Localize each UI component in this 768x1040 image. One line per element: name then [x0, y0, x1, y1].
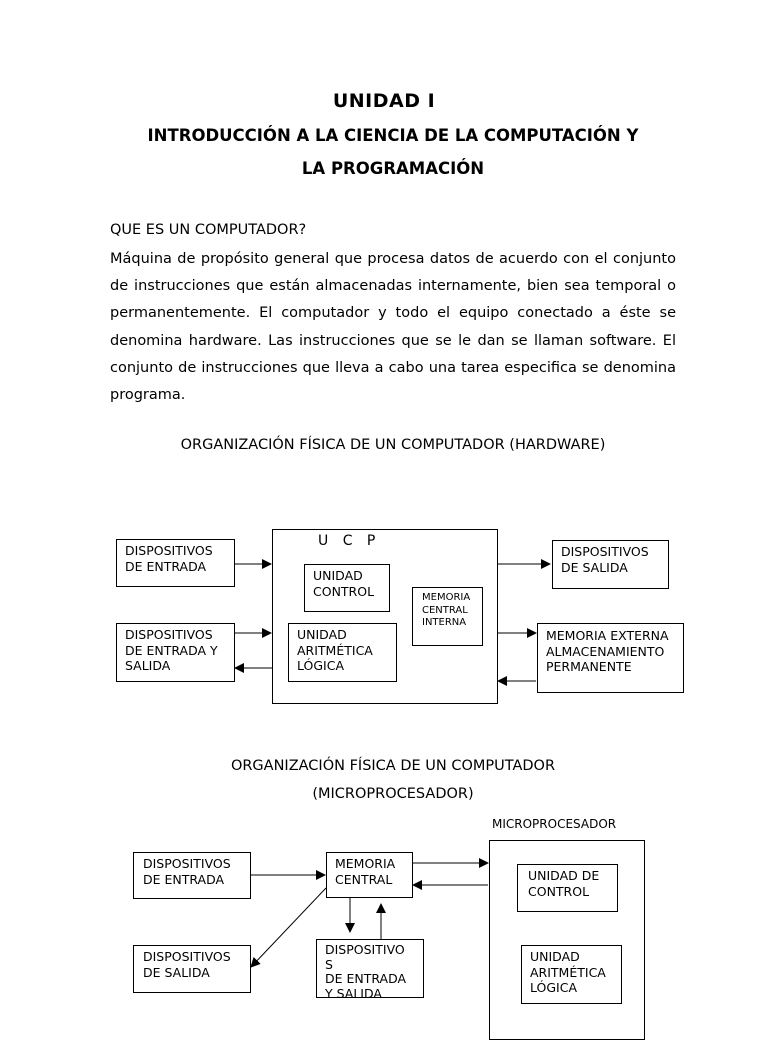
internal-memory-box [412, 587, 483, 646]
external-memory-line-3: PERMANENTE [546, 659, 632, 674]
alu-line-2: ARITMÉTICA [297, 642, 373, 658]
d2-control-unit-box [517, 864, 618, 912]
internal-memory-line-2: CENTRAL [422, 604, 468, 616]
diagram1-title: ORGANIZACIÓN FÍSICA DE UN COMPUTADOR (HARDWARE) [180, 437, 606, 453]
unit-title: UNIDAD I [332, 90, 436, 112]
internal-memory-line-1: MEMORIA [422, 592, 471, 603]
d2-input-devices-line-2: DE ENTRADA [143, 871, 225, 887]
d2-io-devices-line-2: S [325, 956, 333, 972]
io-devices-box [116, 623, 235, 682]
internal-memory-line-3: INTERNA [422, 617, 467, 628]
alu-box [288, 623, 397, 682]
control-unit-line-1: UNIDAD [313, 568, 363, 583]
microprocessor-label: MICROPROCESADOR [492, 817, 617, 831]
arrow-memory-to-output [251, 888, 326, 967]
d2-output-devices-line-1: DISPOSITIVOS [143, 949, 231, 964]
d2-input-devices-line-1: DISPOSITIVOS [143, 856, 231, 871]
external-memory-line-1: MEMORIA EXTERNA [546, 628, 669, 643]
io-devices-line-1: DISPOSITIVOS [125, 627, 213, 642]
d2-control-unit-line-2: CONTROL [528, 883, 590, 899]
input-devices-box [116, 539, 235, 587]
output-devices-line-2: DE SALIDA [561, 559, 628, 575]
subtitle-line-1: INTRODUCCIÓN A LA CIENCIA DE LA COMPUTACIÓN Y [147, 126, 639, 145]
central-memory-line-1: MEMORIA [335, 856, 396, 871]
d2-io-devices-line-3: DE ENTRADA [325, 971, 407, 986]
output-devices-line-1: DISPOSITIVOS [561, 544, 649, 559]
alu-line-3: LÓGICA [297, 658, 345, 673]
input-devices-line-2: DE ENTRADA [125, 558, 207, 574]
d2-control-unit-line-1: UNIDAD DE [528, 868, 600, 883]
d2-output-devices-box [133, 945, 251, 993]
input-devices-line-1: DISPOSITIVOS [125, 543, 213, 558]
d2-alu-line-1: UNIDAD [530, 949, 580, 964]
subtitle-line-2: LA PROGRAMACIÓN [301, 159, 485, 178]
output-devices-box [552, 540, 669, 589]
d2-io-devices-box [316, 939, 424, 998]
diagram2-title-line-1: ORGANIZACIÓN FÍSICA DE UN COMPUTADOR [230, 758, 556, 774]
d2-input-devices-box [133, 852, 251, 899]
d2-alu-line-3: LÓGICA [530, 980, 578, 995]
d2-io-devices-line-4: Y SALIDA [325, 985, 382, 998]
diagram2-title-line-2: (MICROPROCESADOR) [312, 786, 474, 802]
d2-alu-line-2: ARITMÉTICA [530, 964, 606, 980]
d2-alu-box [521, 945, 622, 1004]
intro-paragraph: Máquina de propósito general que procesa datos de acuerdo con el conjunto de instrucciones que están almacenadas internamente, bien sea temporal o permanentemente. El computador y todo el equipo conectado a éste se denomina hardware. Las instrucciones que se le dan se llaman software. El conjunto de instrucciones que lleva a cabo una tarea especifica se denomina programa. [110, 251, 676, 404]
d2-output-devices-line-2: DE SALIDA [143, 964, 210, 980]
external-memory-box [537, 623, 684, 693]
ucp-label: U C P [318, 533, 381, 549]
external-memory-line-2: ALMACENAMIENTO [546, 643, 665, 659]
alu-line-1: UNIDAD [297, 627, 347, 642]
central-memory-box [326, 852, 413, 898]
control-unit-line-2: CONTROL [313, 583, 375, 599]
central-memory-line-2: CENTRAL [335, 871, 393, 887]
io-devices-line-3: SALIDA [125, 658, 171, 673]
d2-io-devices-line-1: DISPOSITIVO [325, 942, 405, 957]
control-unit-box [304, 564, 390, 612]
io-devices-line-2: DE ENTRADA Y [125, 642, 218, 658]
question-heading: QUE ES UN COMPUTADOR? [110, 222, 307, 238]
